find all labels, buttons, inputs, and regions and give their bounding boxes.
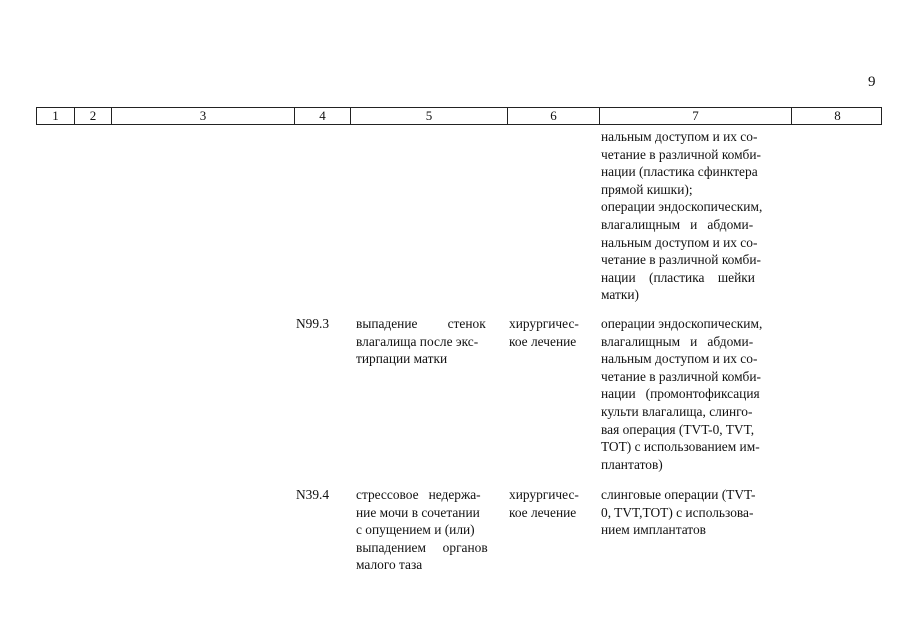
header-col-3: 3 (111, 108, 294, 124)
header-col-1: 1 (52, 108, 59, 123)
page-number: 9 (868, 74, 876, 90)
treatment-method: слинговые операции (TVT- 0, TVT,TOT) с использова- нием имплантатов (601, 487, 756, 538)
header-col-4: 4 (294, 108, 350, 124)
diagnosis-text: выпадение стенок влагалища после экс- тирпации матки (356, 316, 486, 367)
continuation-method-text: нальным доступом и их со- четание в различной комби- нации (пластика сфинктера прямой кишки); операции эндоскопическим, влагалищным и абдоми- нальным доступом и их со- четание в различной комби- нации (пластика шейки матки) (601, 129, 763, 303)
treatment-type: хирургичес- кое лечение (509, 487, 579, 520)
header-col-2: 2 (74, 108, 111, 124)
header-col-6: 6 (507, 108, 599, 124)
header-col-8: 8 (791, 108, 883, 124)
treatment-method: операции эндоскопическим, влагалищным и абдоми- нальным доступом и их со- четание в различной комби- нации (промонтофиксация культи влагалища, слинго- вая операция (TVT-0, TVT, TOT) с использованием им- плантатов) (601, 316, 763, 472)
header-col-7: 7 (599, 108, 791, 124)
icd-code: N39.4 (296, 487, 330, 502)
table-header-row (36, 107, 882, 125)
diagnosis-text: стрессовое недержа- ние мочи в сочетании с опущением и (или) выпадением органов малого таза (356, 487, 488, 573)
treatment-type: хирургичес- кое лечение (509, 316, 579, 349)
header-col-5: 5 (350, 108, 507, 124)
icd-code: N99.3 (296, 316, 330, 331)
